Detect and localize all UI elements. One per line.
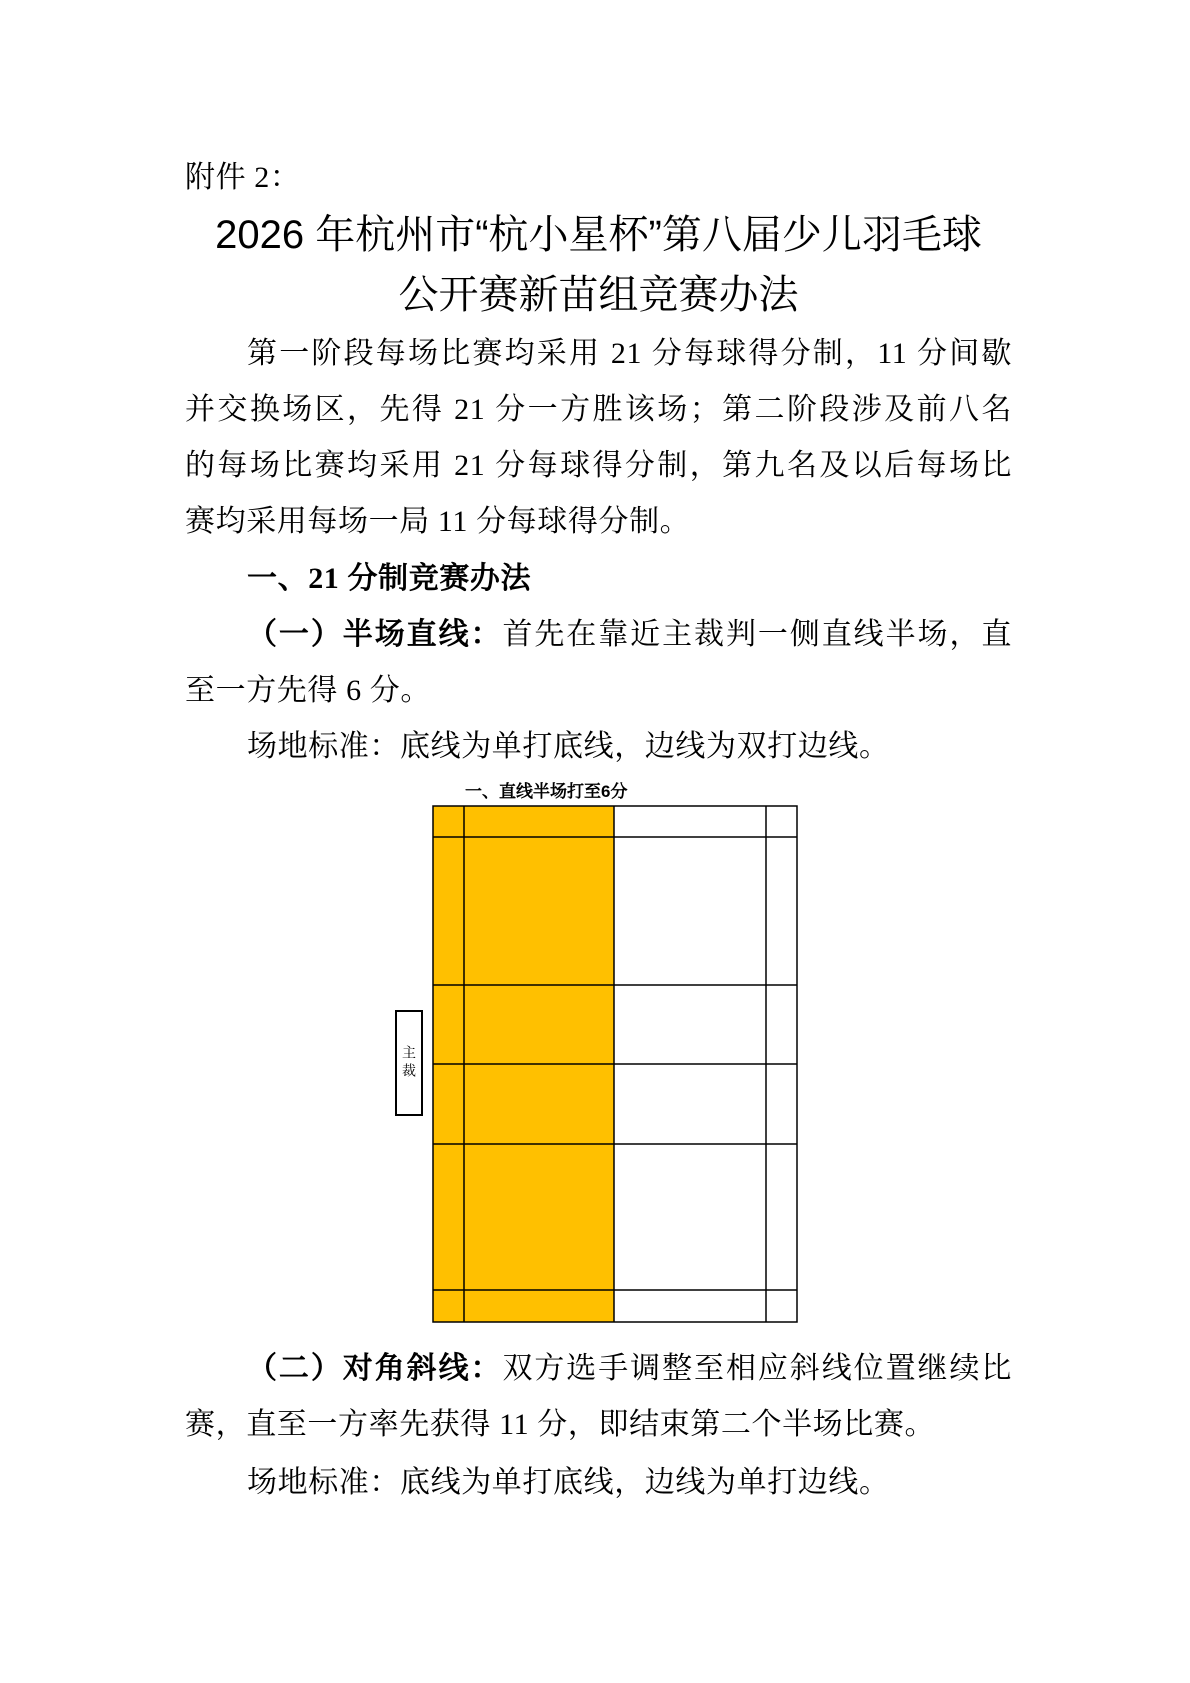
court-standard-2-text: 场地标准：底线为单打底线，边线为单打边线。 (247, 1466, 890, 1499)
court-standard-2 (185, 1455, 1012, 1511)
intro-line-3: 的每场比赛均采用 21 分每球得分制，第九名及以后每场比 (185, 449, 1012, 482)
title-line-1: 2026 年杭州市“杭小星杯”第八届少儿羽毛球 (215, 213, 982, 257)
part2-line-2: 赛，直至一方率先获得 11 分，即结束第二个半场比赛。 (185, 1408, 936, 1441)
section-heading (185, 551, 1012, 607)
document-title (185, 205, 1012, 325)
intro-line-2: 并交换场区，先得 21 分一方胜该场；第二阶段涉及前八名 (185, 393, 1012, 426)
part2-paragraph (185, 1341, 1012, 1453)
attachment-label (185, 150, 1012, 206)
part1-line-1 (185, 607, 1012, 663)
part2-line-1-text: 双方选手调整至相应斜线位置继续比 (502, 1352, 1012, 1385)
title-line-2: 公开赛新苗组竞赛办法 (398, 273, 799, 317)
attachment-label-text: 附件 2： (185, 161, 301, 194)
court-diagram (430, 803, 800, 1326)
court-standard-1 (185, 719, 1012, 775)
part1-paragraph (185, 607, 1012, 719)
part2-label: （二）对角斜线： (247, 1352, 503, 1385)
part2-line-1 (185, 1341, 1012, 1397)
referee-position-box (395, 1010, 423, 1116)
part1-line-2: 至一方先得 6 分。 (185, 674, 431, 707)
part1-line-1-text: 首先在靠近主裁判一侧直线半场，直 (502, 618, 1012, 651)
diagram-title: 一、直线半场打至6分 (465, 782, 628, 801)
intro-line-1: 第一阶段每场比赛均采用 21 分每球得分制，11 分间歇 (247, 337, 1012, 370)
part1-label: （一）半场直线： (247, 618, 503, 651)
court-standard-1-text: 场地标准：底线为单打底线，边线为双打边线。 (247, 730, 890, 763)
section-heading-text: 一、21 分制竞赛办法 (247, 562, 532, 595)
intro-line-4: 赛均采用每场一局 11 分每球得分制。 (185, 505, 691, 538)
referee-label: 主裁 (401, 1045, 417, 1081)
intro-paragraph (185, 326, 1012, 550)
